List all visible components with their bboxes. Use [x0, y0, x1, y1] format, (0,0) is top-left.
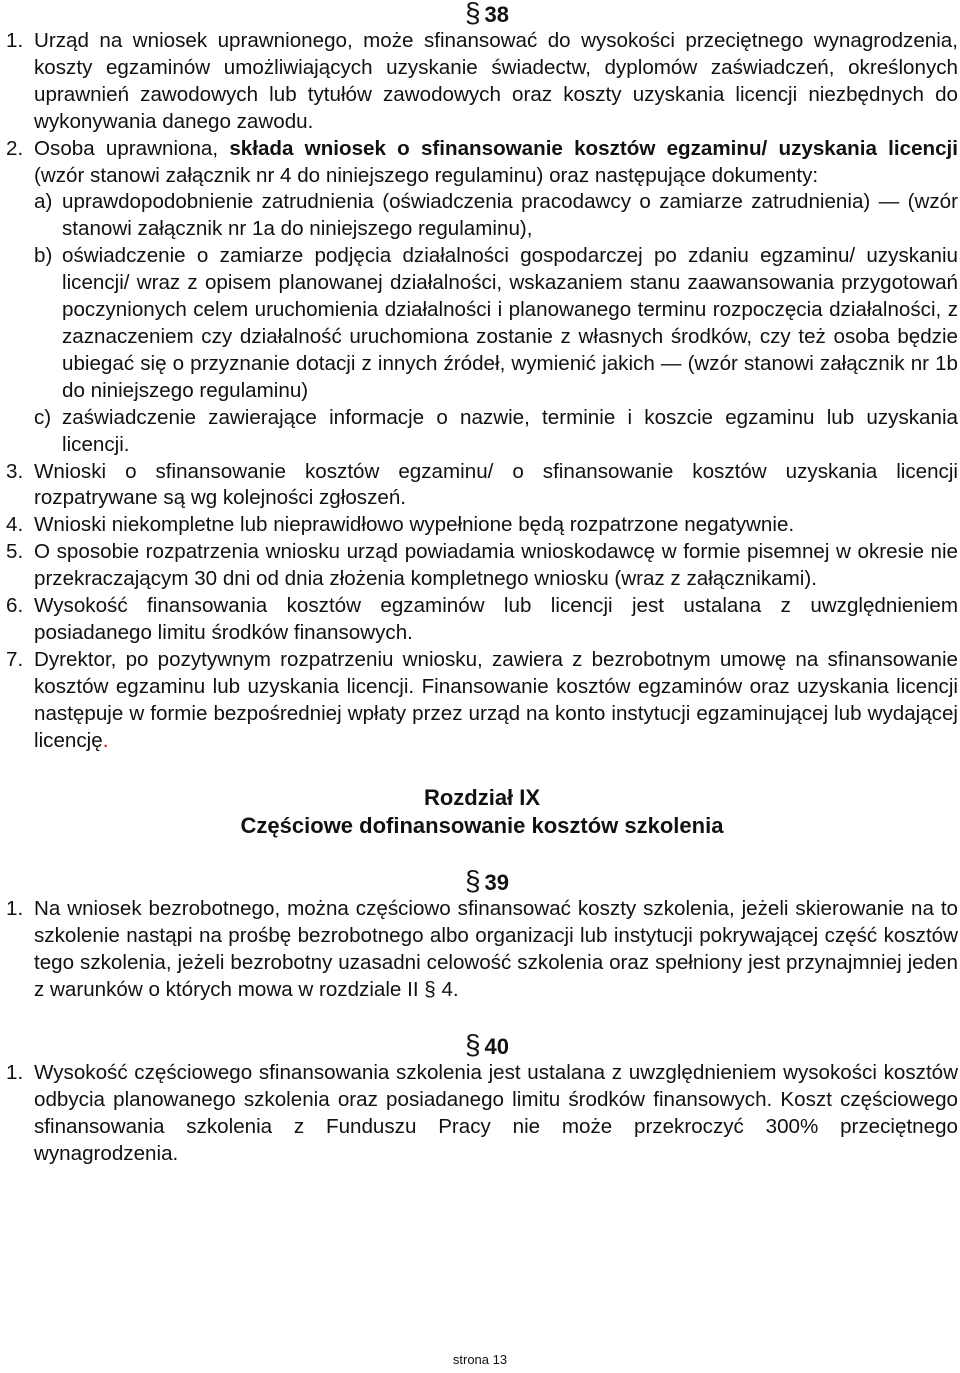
section-40-heading — [16, 1029, 958, 1061]
item-number: 1. — [6, 897, 24, 921]
item-number: 5. — [6, 540, 24, 564]
item-number: 2. — [6, 136, 24, 160]
s38-item-2 — [6, 136, 958, 459]
s38-item-3 — [6, 459, 958, 513]
s38-item-5 — [6, 539, 958, 593]
subitem-letter: b) — [34, 244, 53, 268]
item-text: Wysokość częściowego sfinansowania szkolenia jest ustalana z uwzględnieniem wysokości kosztów odbycia planowanego szkolenia oraz posiadanego limitu środków finansowych. Koszt częściowego sfinansowania szkolenia z Funduszu Pracy nie może przekroczyć 300% przeciętnego wynagrodzenia. — [34, 1061, 958, 1165]
item-text: Wnioski niekompletne lub nieprawidłowo wypełnione będą rozpatrzone negatywnie. — [34, 513, 795, 537]
section-symbol: § — [464, 1029, 481, 1061]
item-number: 7. — [6, 647, 24, 671]
item-number: 6. — [6, 594, 24, 618]
subitem-a — [34, 189, 958, 243]
s38-item-7 — [6, 647, 958, 755]
item-text: Osoba uprawniona, — [34, 136, 230, 160]
item-text: Wysokość finansowania kosztów egzaminów lub licencji jest ustalana z uwzględnieniem posiadanego limitu środków finansowych. — [34, 594, 958, 644]
s38-item-1 — [6, 28, 958, 136]
subitem-text: uprawdopodobnienie zatrudnienia (oświadczenia pracodawcy o zamiarze zatrudnienia) — (wzór stanowi załącznik nr 1a do niniejszego regulaminu), — [62, 190, 958, 241]
section-39-heading — [16, 865, 958, 897]
subitem-b — [34, 243, 958, 404]
item-number: 1. — [6, 1061, 24, 1085]
section-symbol: § — [464, 0, 481, 28]
item-text-tail: . — [102, 728, 109, 752]
section-symbol: § — [464, 865, 481, 897]
document-page — [6, 0, 958, 1168]
item-number: 4. — [6, 513, 24, 537]
page-footer: strona 13 — [452, 1352, 508, 1367]
subitem-letter: a) — [34, 190, 53, 214]
item-text: Na wniosek bezrobotnego, można częściowo sfinansować koszty szkolenia, jeżeli skierowanie na to szkolenie nastąpi na prośbę bezrobotnego albo organizacji lub instytucji pokrywającej część kosztów tego szkolenia, jeżeli bezrobotny uzasadni celowość szkolenia oraz spełniony jest przynajmniej jeden z warunków o których mowa w rozdziale II § 4. — [34, 897, 958, 1002]
subitem-letter: c) — [34, 405, 52, 429]
item-text-bold: składa wniosek o sfinansowanie kosztów egzaminu/ uzyskania licencji — [229, 136, 958, 160]
subitem-c — [34, 405, 958, 459]
item-text: Wnioski o sfinansowanie kosztów egzaminu/ o sfinansowanie kosztów uzyskania licencji rozpatrywane są wg kolejności zgłoszeń. — [34, 459, 958, 510]
s38-item-4 — [6, 512, 958, 539]
item-text: Urząd na wniosek uprawnionego, może sfinansować do wysokości przeciętnego wynagrodzenia, koszty egzaminów umożliwiających uzyskanie świadectw, dyplomów zaświadczeń, określonych uprawnień zawodowych lub tytułów zawodowych oraz koszty uzyskania licencji niezbędnych do wykonywania danego zawodu. — [34, 29, 958, 133]
subitem-text: oświadczenie o zamiarze podjęcia działalności gospodarczej po zdaniu egzaminu/ uzyskaniu licencji/ wraz z opisem planowanej działalności, wskazaniem stanu zaawansowania przygotowań poczynionych celem uruchomienia działalności i planowanego terminu rozpoczęcia działalności, z zaznaczeniem czy działalność uruchomiona zostanie z własnych środków, czy też osoba będzie ubiegać się o przyznanie dotacji z innych źródeł, wymienić jakich — (wzór stanowi załącznik nr 1b do niniejszego regulaminu) — [62, 244, 958, 402]
section-38-heading — [16, 0, 958, 28]
section-number: 40 — [484, 1034, 510, 1060]
section-number: 38 — [484, 2, 510, 27]
subitem-text: zaświadczenie zawierające informacje o nazwie, terminie i koszcie egzaminu lub uzyskania licencji. — [62, 405, 958, 456]
item-text: O sposobie rozpatrzenia wniosku urząd powiadamia wnioskodawcę w formie pisemnej w okresie nie przekraczającym 30 dni od dnia złożenia kompletnego wniosku (wraz z załącznikami). — [34, 540, 958, 591]
item-number: 3. — [6, 459, 24, 483]
s38-item-6 — [6, 593, 958, 647]
chapter-title: Rozdział IX — [423, 785, 541, 811]
item-text: (wzór stanowi załącznik nr 4 do niniejszego regulaminu) oraz następujące dokumenty: — [34, 163, 819, 187]
item-text: Dyrektor, po pozytywnym rozpatrzeniu wniosku, zawiera z bezrobotnym umowę na sfinansowanie kosztów egzaminu lub uzyskania licencji. Finansowanie kosztów egzaminów oraz uzyskania licencji następuje w formie bezpośredniej wpłaty przez urząd na konto instytucji egzaminującej lub wydającej licencję — [34, 647, 958, 752]
s40-item-1 — [6, 1060, 958, 1168]
section-number: 39 — [484, 870, 510, 896]
chapter-subtitle: Częściowe dofinansowanie kosztów szkolenia — [240, 813, 724, 839]
item-number: 1. — [6, 29, 24, 52]
s39-item-1 — [6, 896, 958, 1004]
